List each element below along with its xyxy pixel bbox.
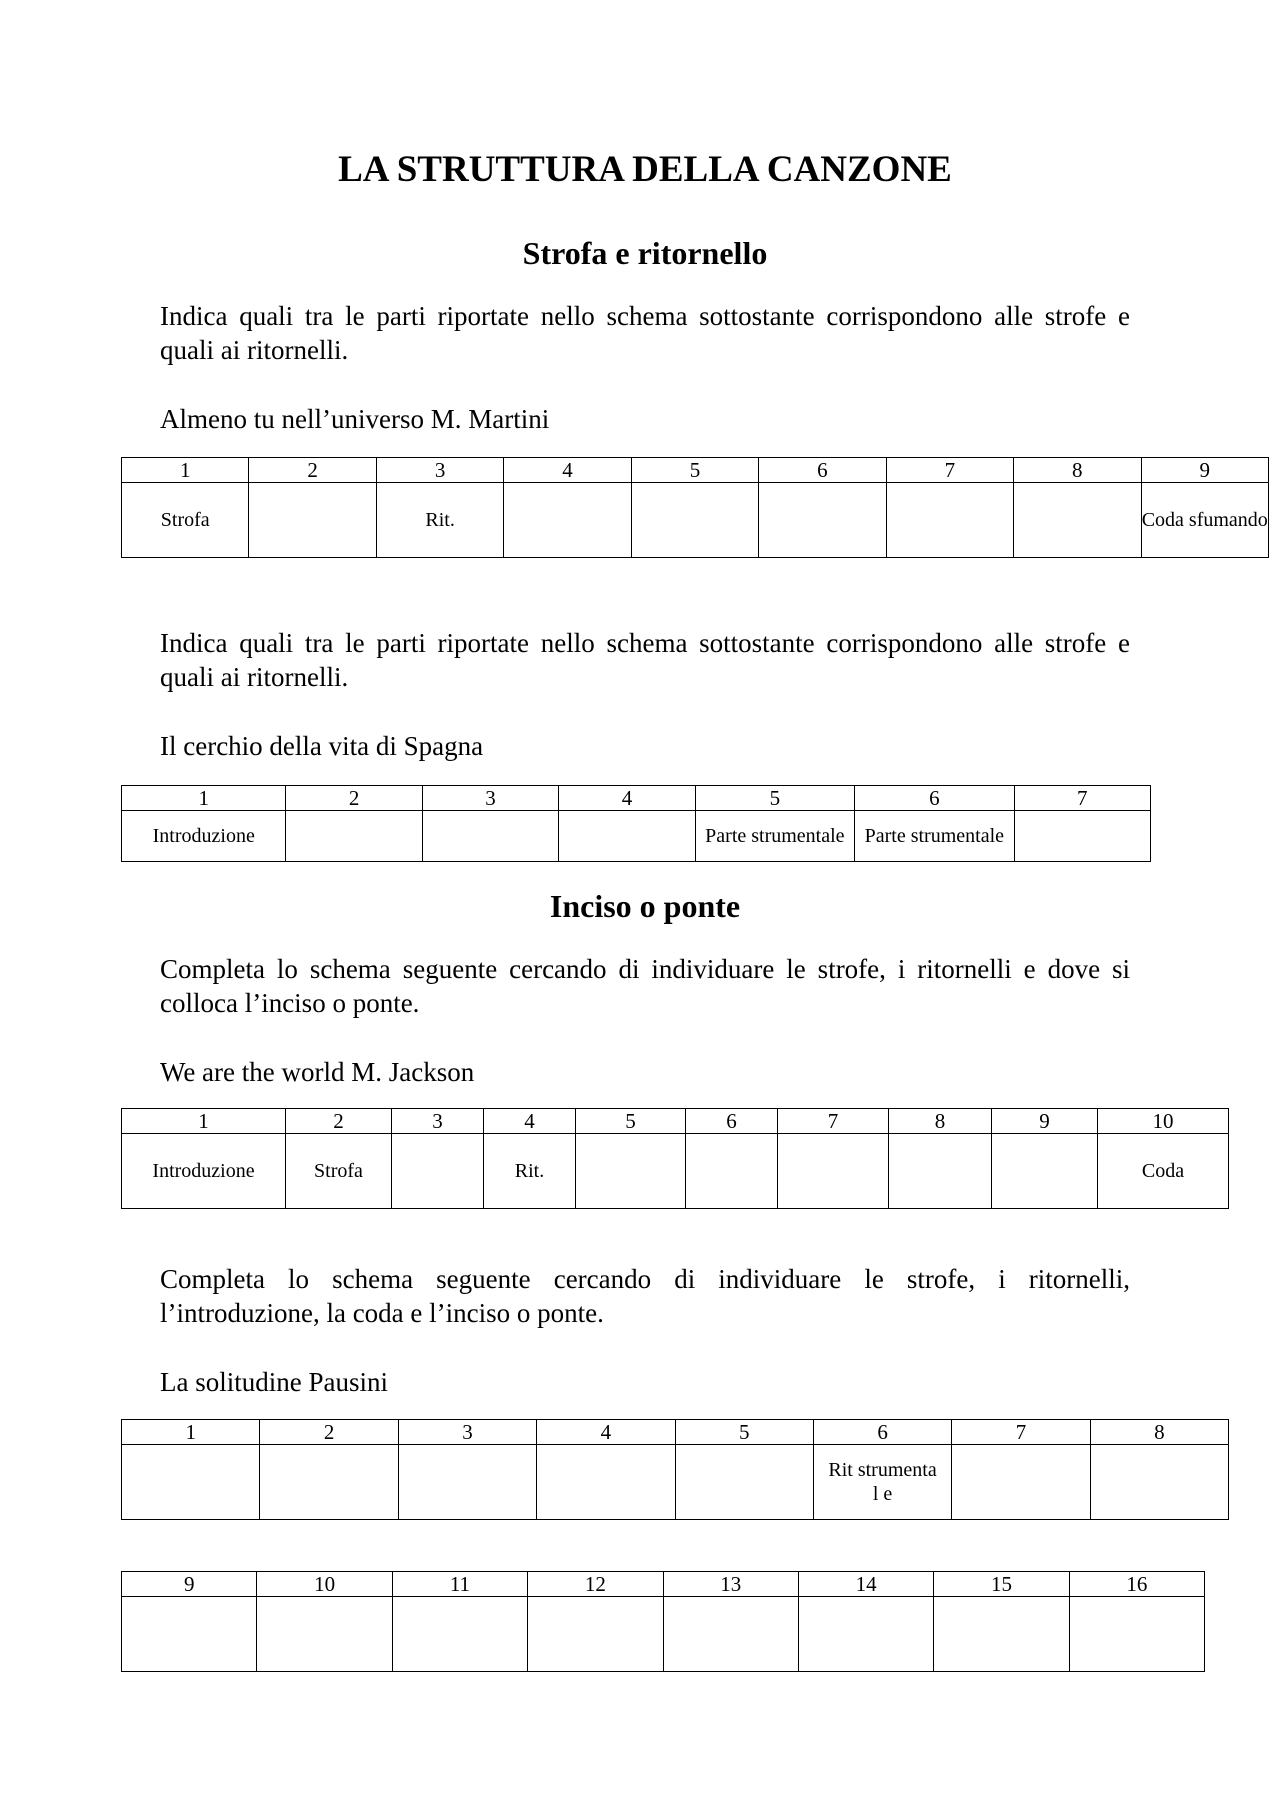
table-answer-cell[interactable] <box>934 1597 1069 1672</box>
table-number-cell: 8 <box>1014 458 1141 483</box>
table-answer-cell[interactable] <box>559 811 695 862</box>
table-number-cell: 7 <box>886 458 1013 483</box>
table-answer-cell: Rit. <box>484 1134 576 1209</box>
table-answer-cell[interactable] <box>122 1597 257 1672</box>
table-number-cell: 3 <box>398 1420 536 1445</box>
song-title-4: La solitudine Pausini <box>160 1367 388 1397</box>
table-answer-cell[interactable] <box>778 1134 889 1209</box>
table-number-cell: 2 <box>249 458 376 483</box>
table-number-cell: 11 <box>392 1572 527 1597</box>
table-answer-cell[interactable] <box>889 1134 992 1209</box>
table-number-cell: 7 <box>778 1109 889 1134</box>
table-number-cell: 2 <box>286 786 422 811</box>
table-answer-cell[interactable] <box>992 1134 1098 1209</box>
table-answer-cell[interactable] <box>257 1597 392 1672</box>
table-number-cell: 1 <box>122 1109 286 1134</box>
table-answer-cell[interactable] <box>663 1597 798 1672</box>
table-number-cell: 9 <box>992 1109 1098 1134</box>
table-answer-cell[interactable] <box>1069 1597 1204 1672</box>
table-answer-cell: Coda sfumando <box>1141 483 1269 558</box>
table-answer-cell[interactable] <box>504 483 631 558</box>
structure-table-3 <box>121 1108 1229 1209</box>
instruction-1: Indica quali tra le parti riportate nello schema sottostante corrispondono alle strofe e quali ai ritornelli. <box>160 301 1130 365</box>
table-number-cell: 3 <box>376 458 503 483</box>
table-number-cell: 4 <box>484 1109 576 1134</box>
table-number-cell: 13 <box>663 1572 798 1597</box>
table-answer-cell[interactable] <box>631 483 758 558</box>
table-number-cell: 1 <box>122 786 286 811</box>
table-number-cell: 5 <box>631 458 758 483</box>
table-answer-cell: Strofa <box>122 483 249 558</box>
table-answer-cell: Introduzione <box>122 811 286 862</box>
table-answer-cell[interactable] <box>398 1445 536 1520</box>
table-number-cell: 7 <box>952 1420 1090 1445</box>
section-heading-strofa-ritornello: Strofa e ritornello <box>522 235 768 271</box>
table-answer-cell: Coda <box>1098 1134 1229 1209</box>
table-answer-cell[interactable] <box>122 1445 260 1520</box>
table-answer-cell: Rit. <box>376 483 503 558</box>
table-answer-cell[interactable] <box>537 1445 675 1520</box>
table-answer-cell[interactable] <box>675 1445 813 1520</box>
table-number-cell: 9 <box>1141 458 1269 483</box>
table-answer-cell[interactable] <box>1014 811 1150 862</box>
table-answer-cell[interactable] <box>260 1445 398 1520</box>
table-number-cell: 15 <box>934 1572 1069 1597</box>
table-answer-cell[interactable] <box>528 1597 663 1672</box>
section-heading-inciso-ponte: Inciso o ponte <box>549 888 741 924</box>
table-answer-cell: Strofa <box>286 1134 392 1209</box>
table-number-cell: 2 <box>260 1420 398 1445</box>
instruction-4: Completa lo schema seguente cercando di individuare le strofe, i ritornelli, l’introduzione, la coda e l’inciso o ponte. <box>160 1264 1130 1328</box>
table-number-cell: 10 <box>1098 1109 1229 1134</box>
table-answer-cell[interactable] <box>686 1134 778 1209</box>
table-number-cell: 5 <box>576 1109 686 1134</box>
table-answer-cell: Parte strumentale <box>695 811 854 862</box>
table-answer-cell[interactable] <box>1090 1445 1228 1520</box>
table-number-cell: 6 <box>813 1420 951 1445</box>
table-number-cell: 3 <box>422 786 558 811</box>
table-number-cell: 9 <box>122 1572 257 1597</box>
structure-table-4a <box>121 1419 1229 1520</box>
table-number-cell: 6 <box>686 1109 778 1134</box>
table-answer-cell[interactable] <box>392 1597 527 1672</box>
structure-table-2 <box>121 785 1151 862</box>
table-number-cell: 5 <box>695 786 854 811</box>
instruction-3: Completa lo schema seguente cercando di individuare le strofe, i ritornelli e dove si colloca l’inciso o ponte. <box>160 954 1130 1018</box>
table-number-cell: 4 <box>559 786 695 811</box>
table-number-cell: 7 <box>1014 786 1150 811</box>
table-answer-cell[interactable] <box>422 811 558 862</box>
structure-table-1 <box>121 457 1269 558</box>
table-number-cell: 1 <box>122 458 249 483</box>
table-number-cell: 8 <box>889 1109 992 1134</box>
table-answer-cell[interactable] <box>952 1445 1090 1520</box>
table-answer-cell: Introduzione <box>122 1134 286 1209</box>
table-number-cell: 4 <box>537 1420 675 1445</box>
table-answer-cell[interactable] <box>886 483 1013 558</box>
table-number-cell: 6 <box>759 458 886 483</box>
table-number-cell: 8 <box>1090 1420 1228 1445</box>
table-answer-cell[interactable] <box>392 1134 484 1209</box>
table-answer-cell[interactable] <box>576 1134 686 1209</box>
page-title: LA STRUTTURA DELLA CANZONE <box>338 149 952 190</box>
table-number-cell: 12 <box>528 1572 663 1597</box>
table-number-cell: 10 <box>257 1572 392 1597</box>
table-answer-cell[interactable] <box>249 483 376 558</box>
table-answer-cell[interactable] <box>1014 483 1141 558</box>
song-title-2: Il cerchio della vita di Spagna <box>160 731 484 761</box>
table-number-cell: 1 <box>122 1420 260 1445</box>
table-number-cell: 6 <box>855 786 1014 811</box>
table-number-cell: 5 <box>675 1420 813 1445</box>
table-answer-cell[interactable] <box>798 1597 933 1672</box>
table-number-cell: 2 <box>286 1109 392 1134</box>
song-title-3: We are the world M. Jackson <box>160 1057 475 1087</box>
table-answer-cell[interactable] <box>286 811 422 862</box>
table-answer-cell: Rit strumental e <box>813 1445 951 1520</box>
table-answer-cell[interactable] <box>759 483 886 558</box>
table-answer-cell: Parte strumentale <box>855 811 1014 862</box>
table-number-cell: 3 <box>392 1109 484 1134</box>
table-number-cell: 14 <box>798 1572 933 1597</box>
table-number-cell: 16 <box>1069 1572 1204 1597</box>
table-number-cell: 4 <box>504 458 631 483</box>
instruction-2: Indica quali tra le parti riportate nello schema sottostante corrispondono alle strofe e quali ai ritornelli. <box>160 628 1130 692</box>
song-title-1: Almeno tu nell’universo M. Martini <box>160 404 550 434</box>
structure-table-4b <box>121 1571 1205 1672</box>
